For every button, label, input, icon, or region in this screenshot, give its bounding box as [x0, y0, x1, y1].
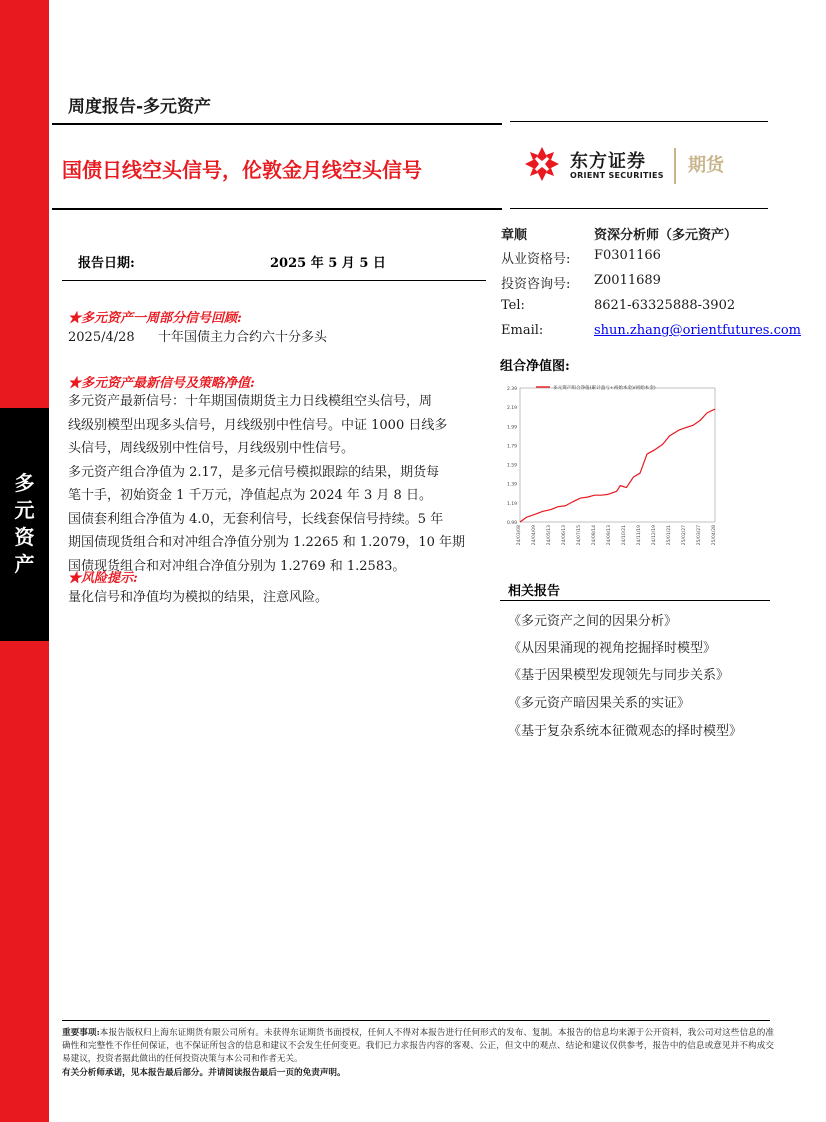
- side-label-char: 资: [14, 525, 35, 549]
- x-tick-label: 24/06/13: [562, 525, 567, 546]
- y-tick-label: 1.79: [506, 444, 517, 450]
- x-tick-label: 24/12/19: [652, 525, 657, 546]
- side-label-char: 元: [14, 498, 35, 522]
- review-signal: 十年国债主力合约六十分多头: [158, 330, 328, 345]
- analyst-info-label: 从业资格号:: [501, 252, 571, 267]
- report-date-value: 2025 年 5 月 5 日: [270, 256, 386, 271]
- x-tick-label: 25/01/21: [667, 525, 672, 546]
- related-report-link[interactable]: 《基于因果模型发现领先与同步关系》: [508, 668, 730, 683]
- related-rule: [500, 600, 770, 601]
- x-tick-label: 25/02/27: [682, 525, 687, 546]
- related-report-link[interactable]: 《多元资产之间的因果分析》: [508, 614, 678, 629]
- legend-label: 多元资产组合净值(累计盈亏+初始本金)/初始本金): [553, 386, 656, 391]
- side-label-char: 产: [14, 552, 35, 576]
- disclaimer-note: 有关分析师承诺，见本报告最后部分。并请阅读报告最后一页的免责声明。: [62, 1068, 346, 1078]
- review-date: 2025/4/28: [68, 330, 135, 345]
- text-line: 笔十手，初始资金 1 千万元，净值起点为 2024 年 3 月 8 日。: [68, 488, 432, 503]
- risk-heading: ★风险提示:: [68, 571, 138, 586]
- x-tick-label: 24/10/21: [622, 525, 627, 546]
- header-rule-left: [52, 123, 502, 125]
- nav-chart: [500, 380, 730, 570]
- analyst-email-link[interactable]: shun.zhang@orientfutures.com: [594, 323, 802, 338]
- text-line: 期国债现货组合和对冲组合净值分别为 1.2265 和 1.2079，10 年期: [68, 535, 466, 550]
- analyst-info-label: Tel:: [501, 298, 525, 313]
- date-rule: [62, 280, 486, 281]
- y-tick-label: 2.39: [506, 387, 517, 392]
- header-rule-right: [510, 121, 768, 122]
- document-type: 周度报告-多元资产: [68, 97, 212, 117]
- orient-logo-icon: [524, 146, 560, 182]
- logo-separator: [674, 148, 676, 184]
- disclaimer-text: 本报告版权归上海东证期货有限公司所有。未获得东证期货书面授权，任何人不得对本报告进行任何形式的发布、复制。本报告的信息均来源于公开资料，我公司对这些信息的准确性和完整性不作任何保证，也不保证所包含的信息和建议不会发生任何变更。我们已力求报告内容的客观、公正，但文中的观点、结论和建议仅供参考，报告中的信息或意见并不构成交易建议，投资者据此做出的任何投资决策与本公司和作者无关。: [62, 1028, 774, 1064]
- x-tick-label: 25/04/28: [712, 525, 717, 546]
- x-tick-label: 24/11/19: [637, 525, 642, 546]
- nav-series-line: [520, 409, 715, 522]
- y-tick-label: 1.39: [506, 482, 517, 488]
- text-line: 国债现货组合和对冲组合净值分别为 1.2769 和 1.2583。: [68, 558, 406, 574]
- y-tick-label: 1.19: [506, 501, 517, 507]
- risk-text: 量化信号和净值均为模拟的结果，注意风险。: [68, 590, 329, 605]
- analyst-info-value: Z0011689: [594, 273, 661, 288]
- x-tick-label: 24/07/15: [577, 525, 582, 546]
- analyst-info-value: 8621-63325888-3902: [594, 298, 736, 313]
- related-report-link[interactable]: 《多元资产暗因果关系的实证》: [508, 696, 691, 711]
- x-tick-label: 25/03/27: [697, 525, 702, 546]
- logo-cn-text: 东方证券: [570, 151, 646, 172]
- title-rule-left: [52, 208, 502, 210]
- latest-heading: ★多元资产最新信号及策略净值:: [68, 376, 255, 391]
- y-tick-label: 1.59: [506, 463, 517, 469]
- x-tick-label: 24/08/14: [592, 525, 597, 546]
- x-tick-label: 24/04/09: [532, 525, 537, 546]
- analyst-info-label: Email:: [501, 323, 544, 338]
- related-heading: 相关报告: [508, 584, 561, 599]
- x-tick-label: 24/05/13: [547, 525, 552, 546]
- analyst-name: 章顺: [501, 228, 528, 243]
- text-line: 多元资产最新信号：十年期国债期货主力日线模组空头信号，周: [68, 394, 433, 409]
- footer-rule: [62, 1020, 770, 1021]
- report-title: 国债日线空头信号，伦敦金月线空头信号: [62, 158, 422, 182]
- x-tick-label: 24/03/08: [517, 525, 522, 546]
- report-date-label: 报告日期:: [78, 256, 135, 271]
- analyst-info-value: F0301166: [594, 248, 661, 263]
- side-category-label: [0, 470, 49, 578]
- title-rule-right: [510, 208, 768, 209]
- review-heading: ★多元资产一周部分信号回顾:: [68, 311, 242, 326]
- analyst-role: 资深分析师（多元资产）: [594, 228, 738, 243]
- analyst-info-label: 投资咨询号:: [501, 277, 571, 292]
- side-label-char: 多: [14, 471, 35, 495]
- company-logo: [524, 146, 764, 186]
- logo-en-text: ORIENT SECURITIES: [570, 171, 664, 180]
- chart-title: 组合净值图:: [500, 359, 570, 374]
- related-report-link[interactable]: 《基于复杂系统本征微观态的择时模型》: [508, 724, 743, 739]
- y-tick-label: 2.19: [506, 406, 517, 412]
- latest-paragraph: [68, 390, 478, 578]
- y-tick-label: 1.99: [506, 425, 517, 431]
- disclaimer: [62, 1027, 774, 1066]
- disclaimer-lead: 重要事项:: [62, 1028, 100, 1038]
- y-tick-label: 0.99: [506, 521, 517, 526]
- text-line: 头信号，周线级别中性信号，月线级别中性信号。: [68, 441, 355, 456]
- text-line: 多元资产组合净值为 2.17，是多元信号模拟跟踪的结果，期货每: [68, 464, 440, 480]
- text-line: 线级别模型出现多头信号，月线级别中性信号。中证 1000 日线多: [68, 417, 448, 433]
- plot-frame: [520, 388, 715, 522]
- logo-futures-text: 期货: [688, 155, 724, 176]
- related-report-link[interactable]: 《从因果涌现的视角挖掘择时模型》: [508, 641, 717, 656]
- text-line: 国债套利组合净值为 4.0，无套利信号，长线套保信号持续。5 年: [68, 511, 444, 527]
- x-tick-label: 24/09/13: [607, 525, 612, 546]
